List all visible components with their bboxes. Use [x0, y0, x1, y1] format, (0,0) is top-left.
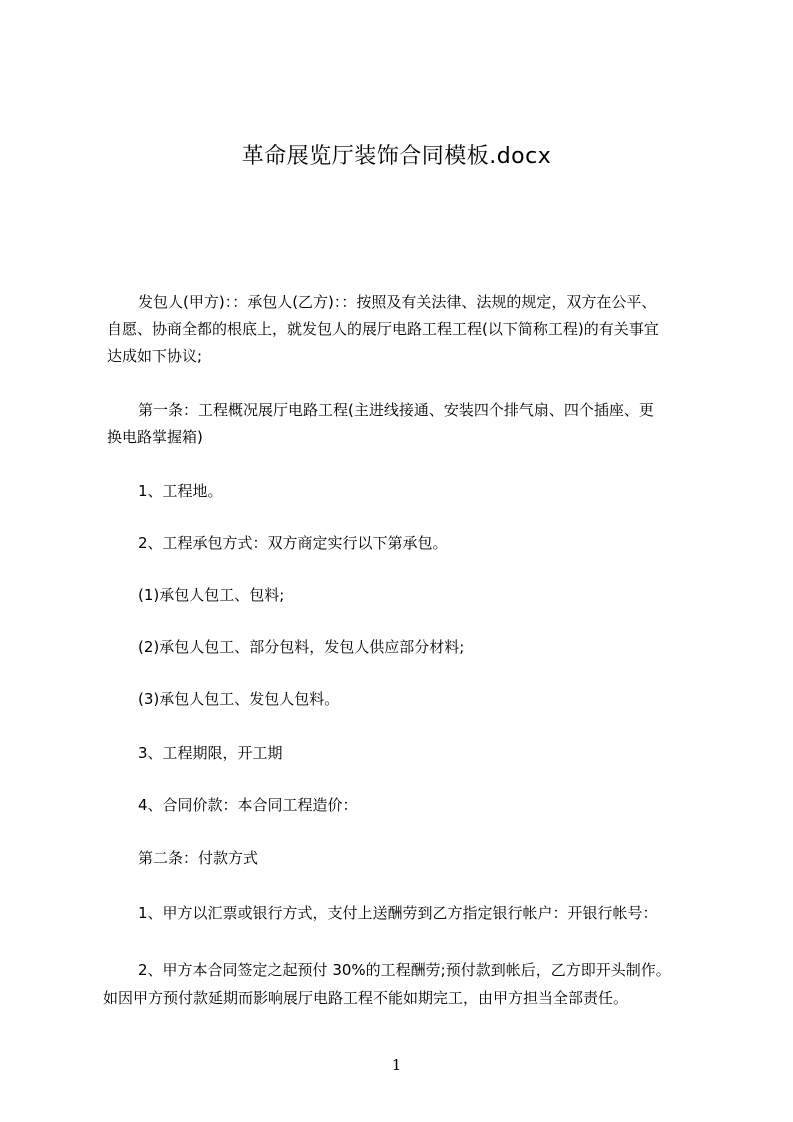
paragraph-12-line-1: 2、甲方本合同签定之起预付 30%的工程酬劳;预付款到帐后，乙方即开头制作。 — [138, 961, 671, 979]
paragraph-8: 3、工程期限，开工期 — [138, 744, 283, 762]
paragraph-6: (2)承包人包工、部分包料，发包人供应部分材料; — [138, 638, 465, 656]
paragraph-12-line-2: 如因甲方预付款延期而影响展厅电路工程不能如期完工，由甲方担当全部责任。 — [103, 989, 629, 1007]
paragraph-11: 1、甲方以汇票或银行方式，支付上送酬劳到乙方指定银行帐户：开银行帐号： — [138, 904, 658, 922]
paragraph-2-line-2: 换电路掌握箱) — [107, 428, 203, 446]
paragraph-1-line-2: 自愿、协商全都的根底上，就发包人的展厅电路工程工程(以下简称工程)的有关事宜 — [107, 320, 659, 338]
paragraph-2-line-1: 第一条：工程概况展厅电路工程(主进线接通、安装四个排气扇、四个插座、更 — [138, 401, 654, 419]
paragraph-5: (1)承包人包工、包料; — [138, 586, 285, 604]
paragraph-4: 2、工程承包方式：双方商定实行以下第承包。 — [138, 534, 448, 552]
paragraph-1-line-3: 达成如下协议; — [107, 347, 203, 365]
document-title: 革命展览厅装饰合同模板.docx — [241, 144, 552, 169]
paragraph-10: 第二条：付款方式 — [138, 849, 259, 867]
paragraph-7: (3)承包人包工、发包人包料。 — [138, 690, 340, 708]
paragraph-1-line-1: 发包人(甲方)：：承包人(乙方)：：按照及有关法律、法规的规定，双方在公平、 — [138, 293, 657, 311]
paragraph-9: 4、合同价款：本合同工程造价： — [138, 796, 358, 814]
page-number: 1 — [391, 1056, 402, 1074]
paragraph-3: 1、工程地。 — [138, 482, 223, 500]
